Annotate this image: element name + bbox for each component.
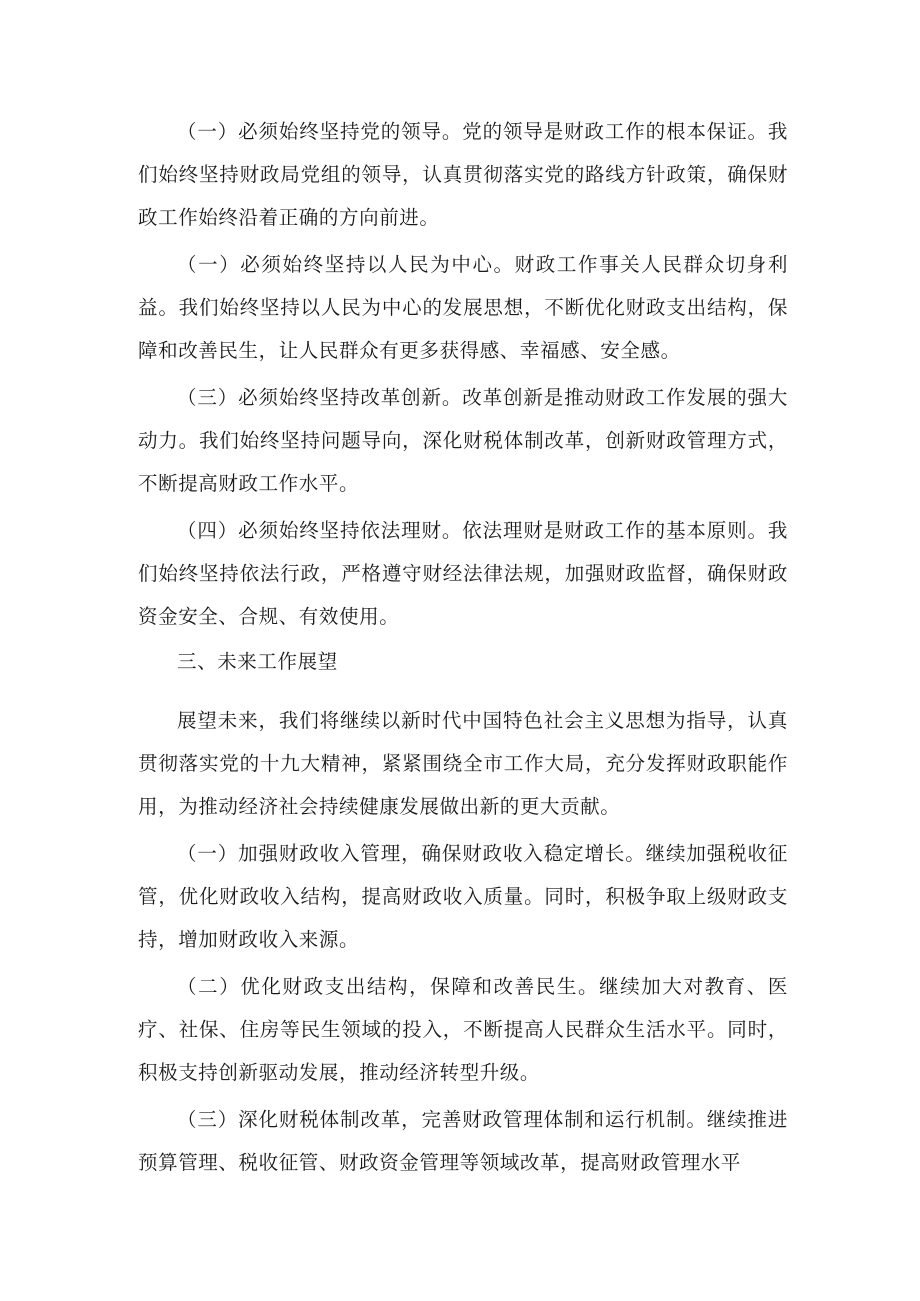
paragraph-reform-innovation: （三）必须始终坚持改革创新。改革创新是推动财政工作发展的强大动力。我们始终坚持问题导向，深化财税体制改革，创新财政管理方式，不断提高财政工作水平。 (138, 386, 788, 495)
paragraph-expenditure-structure: （二）优化财政支出结构，保障和改善民生。继续加大对教育、医疗、社保、住房等民生领域的投入，不断提高人民群众生活水平。同时，积极支持创新驱动发展，推动经济转型升级。 (138, 975, 788, 1084)
paragraph-fiscal-reform: （三）深化财税体制改革，完善财政管理体制和运行机制。继续推进预算管理、税收征管、财政资金管理等领域改革，提高财政管理水平 (138, 1108, 788, 1174)
paragraph-outlook-intro: 展望未来，我们将继续以新时代中国特色社会主义思想为指导，认真贯彻落实党的十九大精神，紧紧围绕全市工作大局，充分发挥财政职能作用，为推动经济社会持续健康发展做出新的更大贡献。 (138, 709, 788, 818)
paragraph-party-leadership: （一）必须始终坚持党的领导。党的领导是财政工作的根本保证。我们始终坚持财政局党组的领导，认真贯彻落实党的路线方针政策，确保财政工作始终沿着正确的方向前进。 (138, 120, 788, 229)
paragraph-law-based-finance: （四）必须始终坚持依法理财。依法理财是财政工作的基本原则。我们始终坚持依法行政，严格遵守财经法律法规，加强财政监督，确保财政资金安全、合规、有效使用。 (138, 519, 788, 628)
paragraph-revenue-management: （一）加强财政收入管理，确保财政收入稳定增长。继续加强税收征管，优化财政收入结构，提高财政收入质量。同时，积极争取上级财政支持，增加财政收入来源。 (138, 842, 788, 951)
paragraph-people-centered: （一）必须始终坚持以人民为中心。财政工作事关人民群众切身利益。我们始终坚持以人民为中心的发展思想，不断优化财政支出结构，保障和改善民生，让人民群众有更多获得感、幸福感、安全感。 (138, 253, 788, 362)
section-heading-future-outlook: 三、未来工作展望 (177, 650, 338, 673)
